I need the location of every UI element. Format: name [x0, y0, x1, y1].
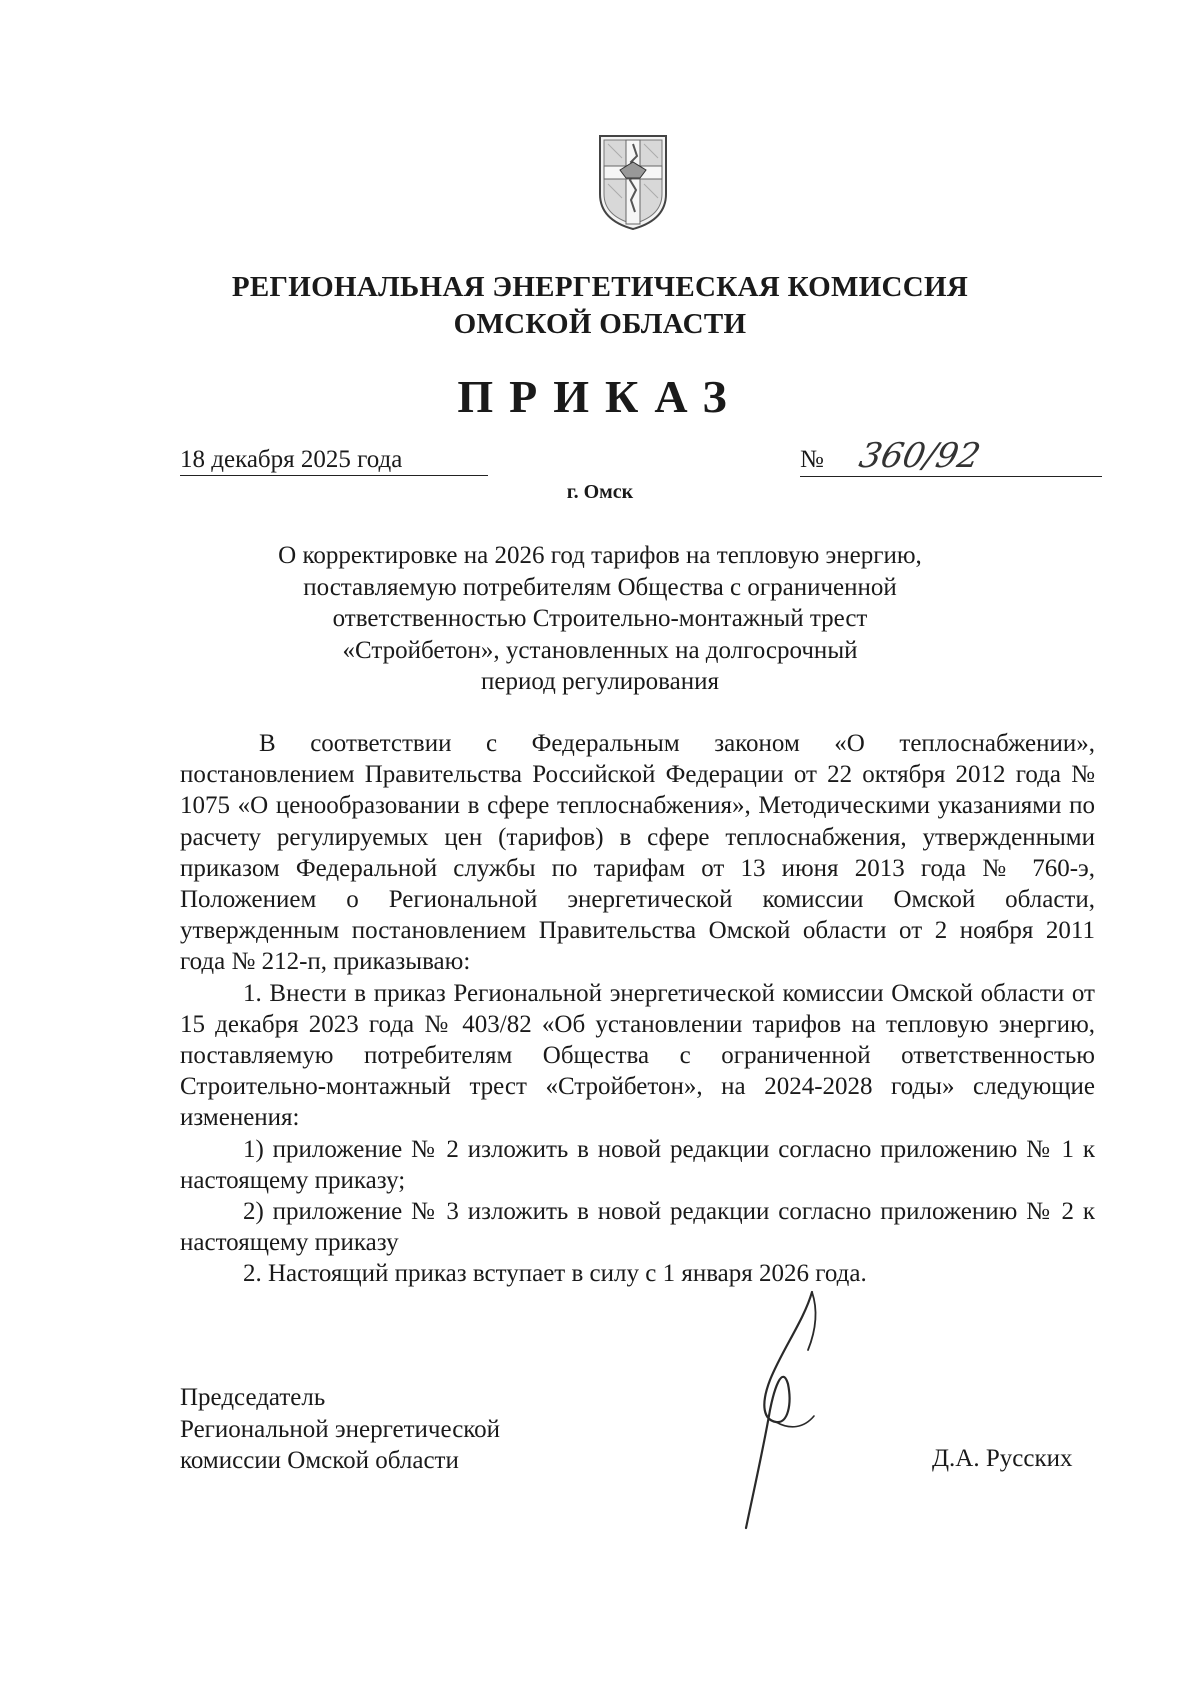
document-date: 18 декабря 2025 года: [180, 446, 488, 476]
subject-line: ответственностью Строительно-монтажный трест: [332, 605, 868, 632]
handwritten-number: 360/92: [855, 436, 984, 476]
order-item-2: 2. Настоящий приказ вступает в силу с 1 января 2026 года.: [243, 1260, 867, 1288]
number-label: №: [800, 446, 824, 473]
city: г. Омск: [566, 481, 634, 503]
subject-line: «Стройбетон», установленных на долгосрочный: [342, 636, 858, 664]
document-type: ПРИКАЗ: [457, 371, 743, 422]
coat-of-arms-icon: [596, 132, 670, 232]
organization-name-line1: РЕГИОНАЛЬНАЯ ЭНЕРГЕТИЧЕСКАЯ КОМИССИЯ: [231, 271, 969, 303]
subject-line: период регулирования: [480, 668, 720, 695]
signatory-title-line: Региональной энергетической: [180, 1415, 501, 1443]
signatory-title-line: Председатель: [180, 1384, 326, 1411]
subject-line: поставляемую потребителям Общества с ограниченной: [303, 573, 897, 601]
document-number: [800, 436, 1102, 477]
organization-name-line2: ОМСКОЙ ОБЛАСТИ: [453, 308, 747, 340]
order-subitem-1: 1) приложение № 2 изложить в новой редакции согласно приложению № 1 к настоящему приказу;: [180, 1135, 1095, 1194]
document-subject: [230, 540, 970, 698]
signatory-title: [180, 1382, 500, 1477]
order-item-1: 1. Внести в приказ Региональной энергетической комиссии Омской области от 15 декабря 2023 года № 403/82 «Об установлении тарифов на тепловую энергию, поставляемую потребителям Общества с ограниченной ответственностью Строительно-монтажный трест «Стройбетон», на 2024-2028 годы» следующие изменения:: [180, 979, 1095, 1132]
document-body: [180, 728, 1095, 1290]
signatory-title-line: комиссии Омской области: [180, 1447, 459, 1474]
handwritten-signature: [730, 1280, 890, 1540]
order-subitem-2: 2) приложение № 3 изложить в новой редакции согласно приложению № 2 к настоящему приказу: [180, 1198, 1095, 1257]
subject-line: О корректировке на 2026 год тарифов на тепловую энергию,: [278, 542, 922, 569]
signatory-name: Д.А. Русских: [932, 1445, 1073, 1472]
preamble-paragraph: В соответствии с Федеральным законом «О теплоснабжении», постановлением Правительства Российской Федерации от 22 октября 2012 года № 1075 «О ценообразовании в сфере теплоснабжения», Методическими указаниями по расчету регулируемых цен (тарифов) в сфере теплоснабжения, утвержденными приказом Федеральной службы по тарифам от 13 июня 2013 года № 760-э, Положением о Региональной энергетической комиссии Омской области, утвержденным постановлением Правительства Омской области от 2 ноября 2011 года № 212-п, приказываю:: [180, 730, 1095, 976]
